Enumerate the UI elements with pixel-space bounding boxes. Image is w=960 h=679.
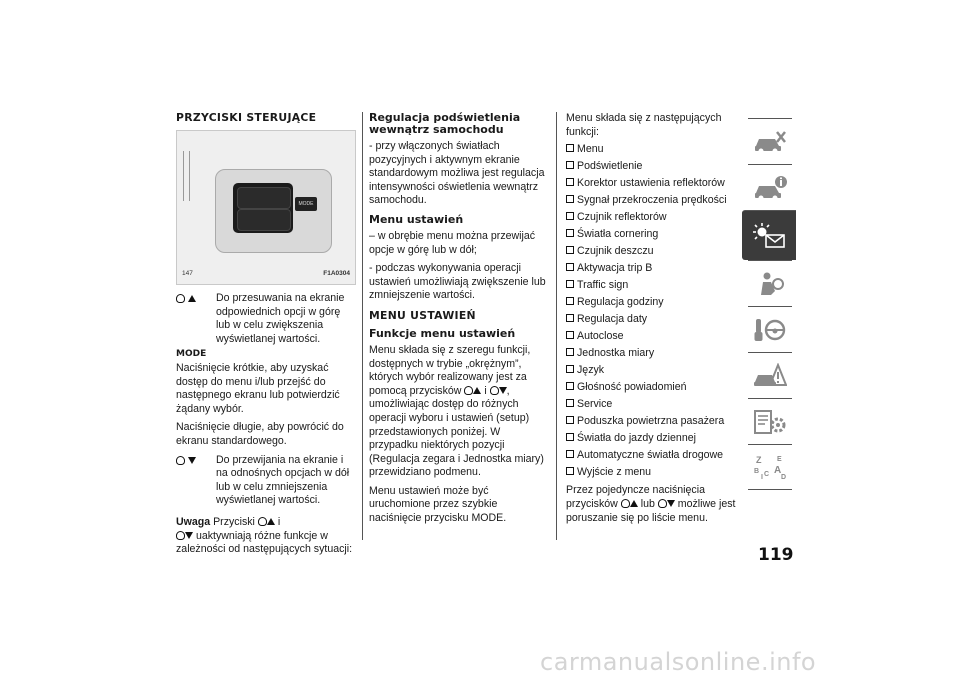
list-item [566, 364, 744, 378]
menu-scroll-paragraph: – w obrębie menu można przewijać opcje w górę lub w dół; [369, 229, 536, 256]
alphabet-index-icon [753, 454, 787, 480]
tab-car-info[interactable] [748, 164, 792, 210]
checkbox-bullet-icon [566, 161, 574, 169]
arrow-down-icon [185, 532, 193, 539]
section-heading-lighting: Regulacja podświetlenia wewnątrz samochodu [369, 111, 521, 136]
list-item [566, 415, 744, 429]
list-item-label: Autoclose [577, 330, 624, 343]
lights-message-icon [752, 223, 786, 249]
light-icon [176, 531, 185, 540]
list-item [566, 245, 744, 259]
checkbox-bullet-icon [566, 382, 574, 390]
figure-code: F1A0304 [323, 270, 350, 278]
mode-label: MODE [176, 349, 207, 360]
list-item [566, 296, 744, 310]
up-button-row [176, 292, 356, 346]
list-item-label: Korektor ustawienia reflektorów [577, 177, 725, 190]
light-icon [490, 386, 499, 395]
car-tools-icon [753, 129, 787, 155]
list-item [566, 381, 744, 395]
checkbox-bullet-icon [566, 178, 574, 186]
note-text-b: uaktywniają różne funkcje w zależności od następujących sytuacji: [176, 529, 353, 556]
figure-button-cluster [233, 183, 293, 233]
outro-text-a: Przez pojedyncze naciśnięcia przycisków [566, 484, 705, 511]
note-text-a: Przyciski [213, 515, 255, 528]
menu-activation-paragraph: Menu ustawień może być uruchomione przez szybkie naciśnięcie przycisku MODE. [369, 484, 507, 525]
tab-lights-message[interactable] [742, 210, 796, 260]
list-item-label: Podświetlenie [577, 160, 643, 173]
watermark: carmanualsonline.info [540, 648, 817, 676]
arrow-down-icon [188, 457, 196, 464]
figure-up-button [237, 187, 291, 209]
index-letter: C [764, 471, 770, 478]
list-item-label: Traffic sign [577, 279, 629, 292]
light-icon [258, 517, 267, 526]
key-wheel-icon [753, 317, 787, 343]
section-heading-controls: PRZYCISKI STERUJĄCE [176, 111, 317, 124]
arrow-up-icon [188, 295, 196, 302]
arrow-down-icon [499, 387, 507, 394]
column-controls [176, 112, 356, 562]
tab-key-wheel[interactable] [748, 306, 792, 352]
figure-number: 147 [182, 270, 193, 278]
column-divider-1 [362, 112, 363, 540]
list-intro: Menu składa się z następujących funkcji: [566, 112, 722, 138]
list-item-label: Automatyczne światła drogowe [577, 448, 724, 461]
section-heading-settings-menu: MENU USTAWIEŃ [369, 308, 476, 322]
up-button-description: Do przesuwania na ekranie odpowiednich opcji w górę lub w celu zwiększenia wyświetlanej wartości. [216, 292, 345, 345]
tab-car-warning[interactable] [748, 352, 792, 398]
list-item [566, 228, 744, 242]
person-airbag-icon [753, 271, 787, 297]
list-item [566, 398, 744, 412]
chapter-tabs [748, 118, 792, 490]
checkbox-bullet-icon [566, 212, 574, 220]
checkbox-bullet-icon [566, 433, 574, 441]
menu-settings-paragraph: - podczas wykonywania operacji ustawień umożliwiają zwiększenie lub zmniejszenie wartości. [369, 262, 546, 302]
note-paragraph [176, 516, 356, 557]
arrow-up-icon [630, 500, 638, 507]
arrow-up-icon [267, 518, 275, 525]
tab-service[interactable] [748, 398, 792, 444]
list-item [566, 177, 744, 191]
light-icon [464, 386, 473, 395]
index-letter: I [761, 474, 763, 480]
list-item [566, 313, 744, 327]
list-item-label: Regulacja godziny [577, 296, 664, 309]
light-icon [621, 499, 630, 508]
control-buttons-figure [176, 130, 356, 285]
down-button-description: Do przewijania na ekranie i na odnośnych opcjach w dół lub w celu zmniejszenia wyświetlanej wartości. [216, 453, 350, 507]
subheading-menu-functions: Funkcje menu ustawień [369, 326, 516, 340]
light-icon [176, 294, 185, 303]
service-gear-icon [753, 409, 787, 435]
car-info-icon [753, 175, 787, 201]
arrow-down-icon [667, 500, 675, 507]
list-outro [566, 484, 744, 525]
checkbox-bullet-icon [566, 280, 574, 288]
checkbox-bullet-icon [566, 399, 574, 407]
checkbox-bullet-icon [566, 450, 574, 458]
checkbox-bullet-icon [566, 331, 574, 339]
tab-car-tools[interactable] [748, 118, 792, 164]
menu-function-list [566, 143, 744, 479]
checkbox-bullet-icon [566, 246, 574, 254]
car-warning-icon [753, 363, 787, 389]
tab-alphabet-index[interactable] [748, 444, 792, 490]
light-icon [176, 456, 185, 465]
list-item [566, 330, 744, 344]
list-item-label: Jednostka miary [577, 347, 655, 359]
checkbox-bullet-icon [566, 314, 574, 322]
functions-text-a: Menu składa się z szeregu funkcji, dostępnych w trybie „okrężnym”, których wybór realizowany jest za pomocą przycisków [369, 343, 531, 397]
mode-short-press: Naciśnięcie krótkie, aby uzyskać dostęp do menu i/lub przejść do następnego ekranu lub potwierdzić żądany wybór. [176, 361, 340, 415]
list-item [566, 466, 744, 480]
list-item [566, 449, 744, 463]
list-item-label: Service [577, 397, 613, 410]
index-letter: B [754, 468, 760, 475]
figure-down-button [237, 209, 291, 231]
note-text-i: i [277, 515, 281, 528]
checkbox-bullet-icon [566, 348, 574, 356]
checkbox-bullet-icon [566, 297, 574, 305]
list-item-label: Aktywacja trip B [577, 262, 653, 275]
list-item-label: Czujnik deszczu [577, 245, 654, 258]
checkbox-bullet-icon [566, 416, 574, 424]
list-item-label: Poduszka powietrzna pasażera [577, 414, 725, 427]
list-item-label: Regulacja daty [577, 313, 648, 326]
list-item-label: Menu [577, 143, 604, 156]
list-item-label: Światła do jazdy dziennej [577, 431, 696, 444]
checkbox-bullet-icon [566, 229, 574, 237]
figure-trim [183, 151, 190, 201]
list-item-label: Wyjście z menu [577, 465, 652, 478]
list-item [566, 211, 744, 225]
checkbox-bullet-icon [566, 365, 574, 373]
tab-person-airbag[interactable] [748, 260, 792, 306]
checkbox-bullet-icon [566, 263, 574, 271]
note-label: Uwaga [176, 515, 211, 528]
list-item [566, 143, 744, 157]
subheading-settings-menu: Menu ustawień [369, 212, 464, 226]
checkbox-bullet-icon [566, 195, 574, 203]
list-item [566, 262, 744, 276]
list-item [566, 432, 744, 446]
column-lighting-menu [369, 112, 549, 531]
checkbox-bullet-icon [566, 144, 574, 152]
down-button-row [176, 454, 356, 508]
list-item-label: Sygnał przekroczenia prędkości [577, 194, 727, 207]
index-letter: A [774, 465, 782, 476]
mode-long-press: Naciśnięcie długie, aby powrócić do ekranu standardowego. [176, 421, 344, 447]
list-item [566, 347, 744, 361]
functions-text-b: , umożliwiając dostęp do różnych operacji wyboru i ustawień (setup) przedstawionych poniżej. W przypadku niektórych pozycji (Regulacja zegara i Jednostka miary) przewidziano podmenu. [369, 384, 544, 479]
checkbox-bullet-icon [566, 467, 574, 475]
index-letter: D [781, 474, 787, 480]
index-letter: E [777, 456, 782, 463]
list-item [566, 194, 744, 208]
functions-text-i: i [484, 384, 487, 397]
arrow-up-icon [473, 387, 481, 394]
index-letter: Z [756, 455, 762, 465]
list-item-label: Głośność powiadomień [577, 380, 687, 393]
lighting-paragraph: - przy włączonych światłach pozycyjnych i aktywnym ekranie standardowym możliwa jest regulacja intensywności oświetlenia wewnątrz samochodu. [369, 140, 545, 207]
list-item-label: Czujnik reflektorów [577, 211, 667, 224]
list-item-label: Światła cornering [577, 228, 659, 241]
column-divider-2 [556, 112, 557, 540]
column-function-list [566, 112, 744, 530]
list-item [566, 160, 744, 174]
list-item [566, 279, 744, 293]
page-number: 119 [758, 545, 794, 565]
outro-text-b: możliwe jest poruszanie się po liście menu. [566, 498, 736, 524]
list-item-label: Język [577, 363, 605, 376]
figure-mode-button: MODE [295, 197, 317, 211]
outro-text-lub: lub [640, 498, 655, 511]
menu-functions-paragraph [369, 344, 549, 480]
light-icon [658, 499, 667, 508]
